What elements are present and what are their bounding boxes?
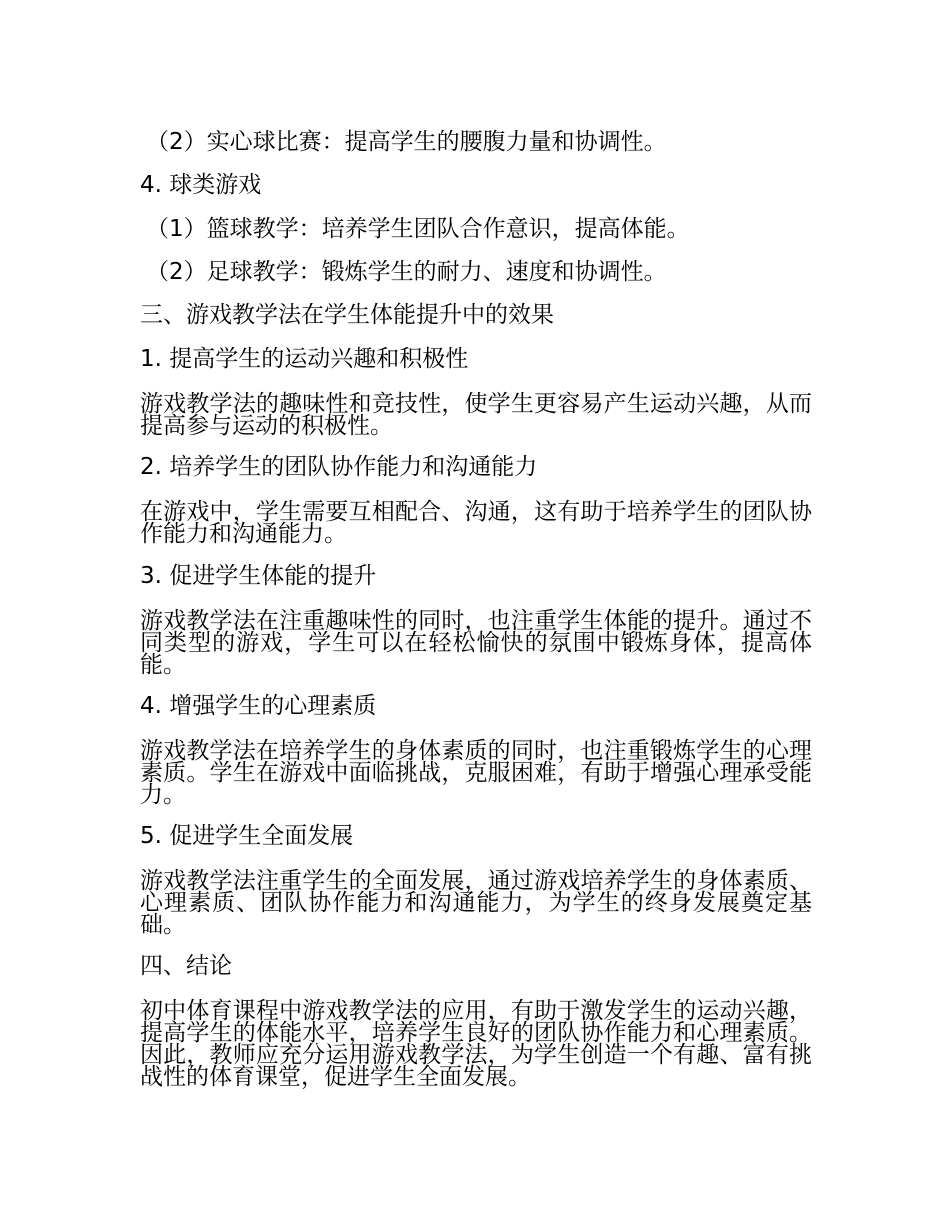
paragraph-development: 游戏教学法注重学生的全面发展，通过游戏培养学生的身体素质、心理素质、团队协作能力和沟通能力，为学生的终身发展奠定基础。 (140, 868, 812, 938)
subheading-development: 5. 促进学生全面发展 (140, 823, 354, 849)
subheading-fitness: 3. 促进学生体能的提升 (140, 563, 377, 589)
section-heading-conclusion: 四、结论 (140, 953, 232, 979)
subheading-teamwork: 2. 培养学生的团队协作能力和沟通能力 (140, 454, 538, 480)
paragraph-fitness: 游戏教学法在注重趣味性的同时，也注重学生体能的提升。通过不同类型的游戏，学生可以在轻松愉快的氛围中锻炼身体，提高体能。 (140, 608, 812, 678)
list-item-basketball: （1）篮球教学：培养学生团队合作意识，提高体能。 (146, 216, 690, 242)
subheading-interest: 1. 提高学生的运动兴趣和积极性 (140, 346, 469, 372)
paragraph-teamwork: 在游戏中，学生需要互相配合、沟通，这有助于培养学生的团队协作能力和沟通能力。 (140, 499, 812, 547)
list-item-football: （2）足球教学：锻炼学生的耐力、速度和协调性。 (146, 259, 667, 285)
document-page (140, 0, 815, 1230)
subheading-psychology: 4. 增强学生的心理素质 (140, 693, 377, 719)
paragraph-psychology: 游戏教学法在培养学生的身体素质的同时，也注重锻炼学生的心理素质。学生在游戏中面临挑战，克服困难，有助于增强心理承受能力。 (140, 738, 812, 808)
section-heading-effects: 三、游戏教学法在学生体能提升中的效果 (140, 302, 554, 328)
paragraph-interest: 游戏教学法的趣味性和竞技性，使学生更容易产生运动兴趣，从而提高参与运动的积极性。 (140, 391, 812, 439)
paragraph-conclusion: 初中体育课程中游戏教学法的应用，有助于激发学生的运动兴趣，提高学生的体能水平，培养学生良好的团队协作能力和心理素质。因此，教师应充分运用游戏教学法，为学生创造一个有趣、富有挑战性的体育课堂，促进学生全面发展。 (140, 998, 812, 1090)
list-item-solid-ball: （2）实心球比赛：提高学生的腰腹力量和协调性。 (146, 129, 667, 155)
subheading-ball-games: 4. 球类游戏 (140, 172, 262, 198)
